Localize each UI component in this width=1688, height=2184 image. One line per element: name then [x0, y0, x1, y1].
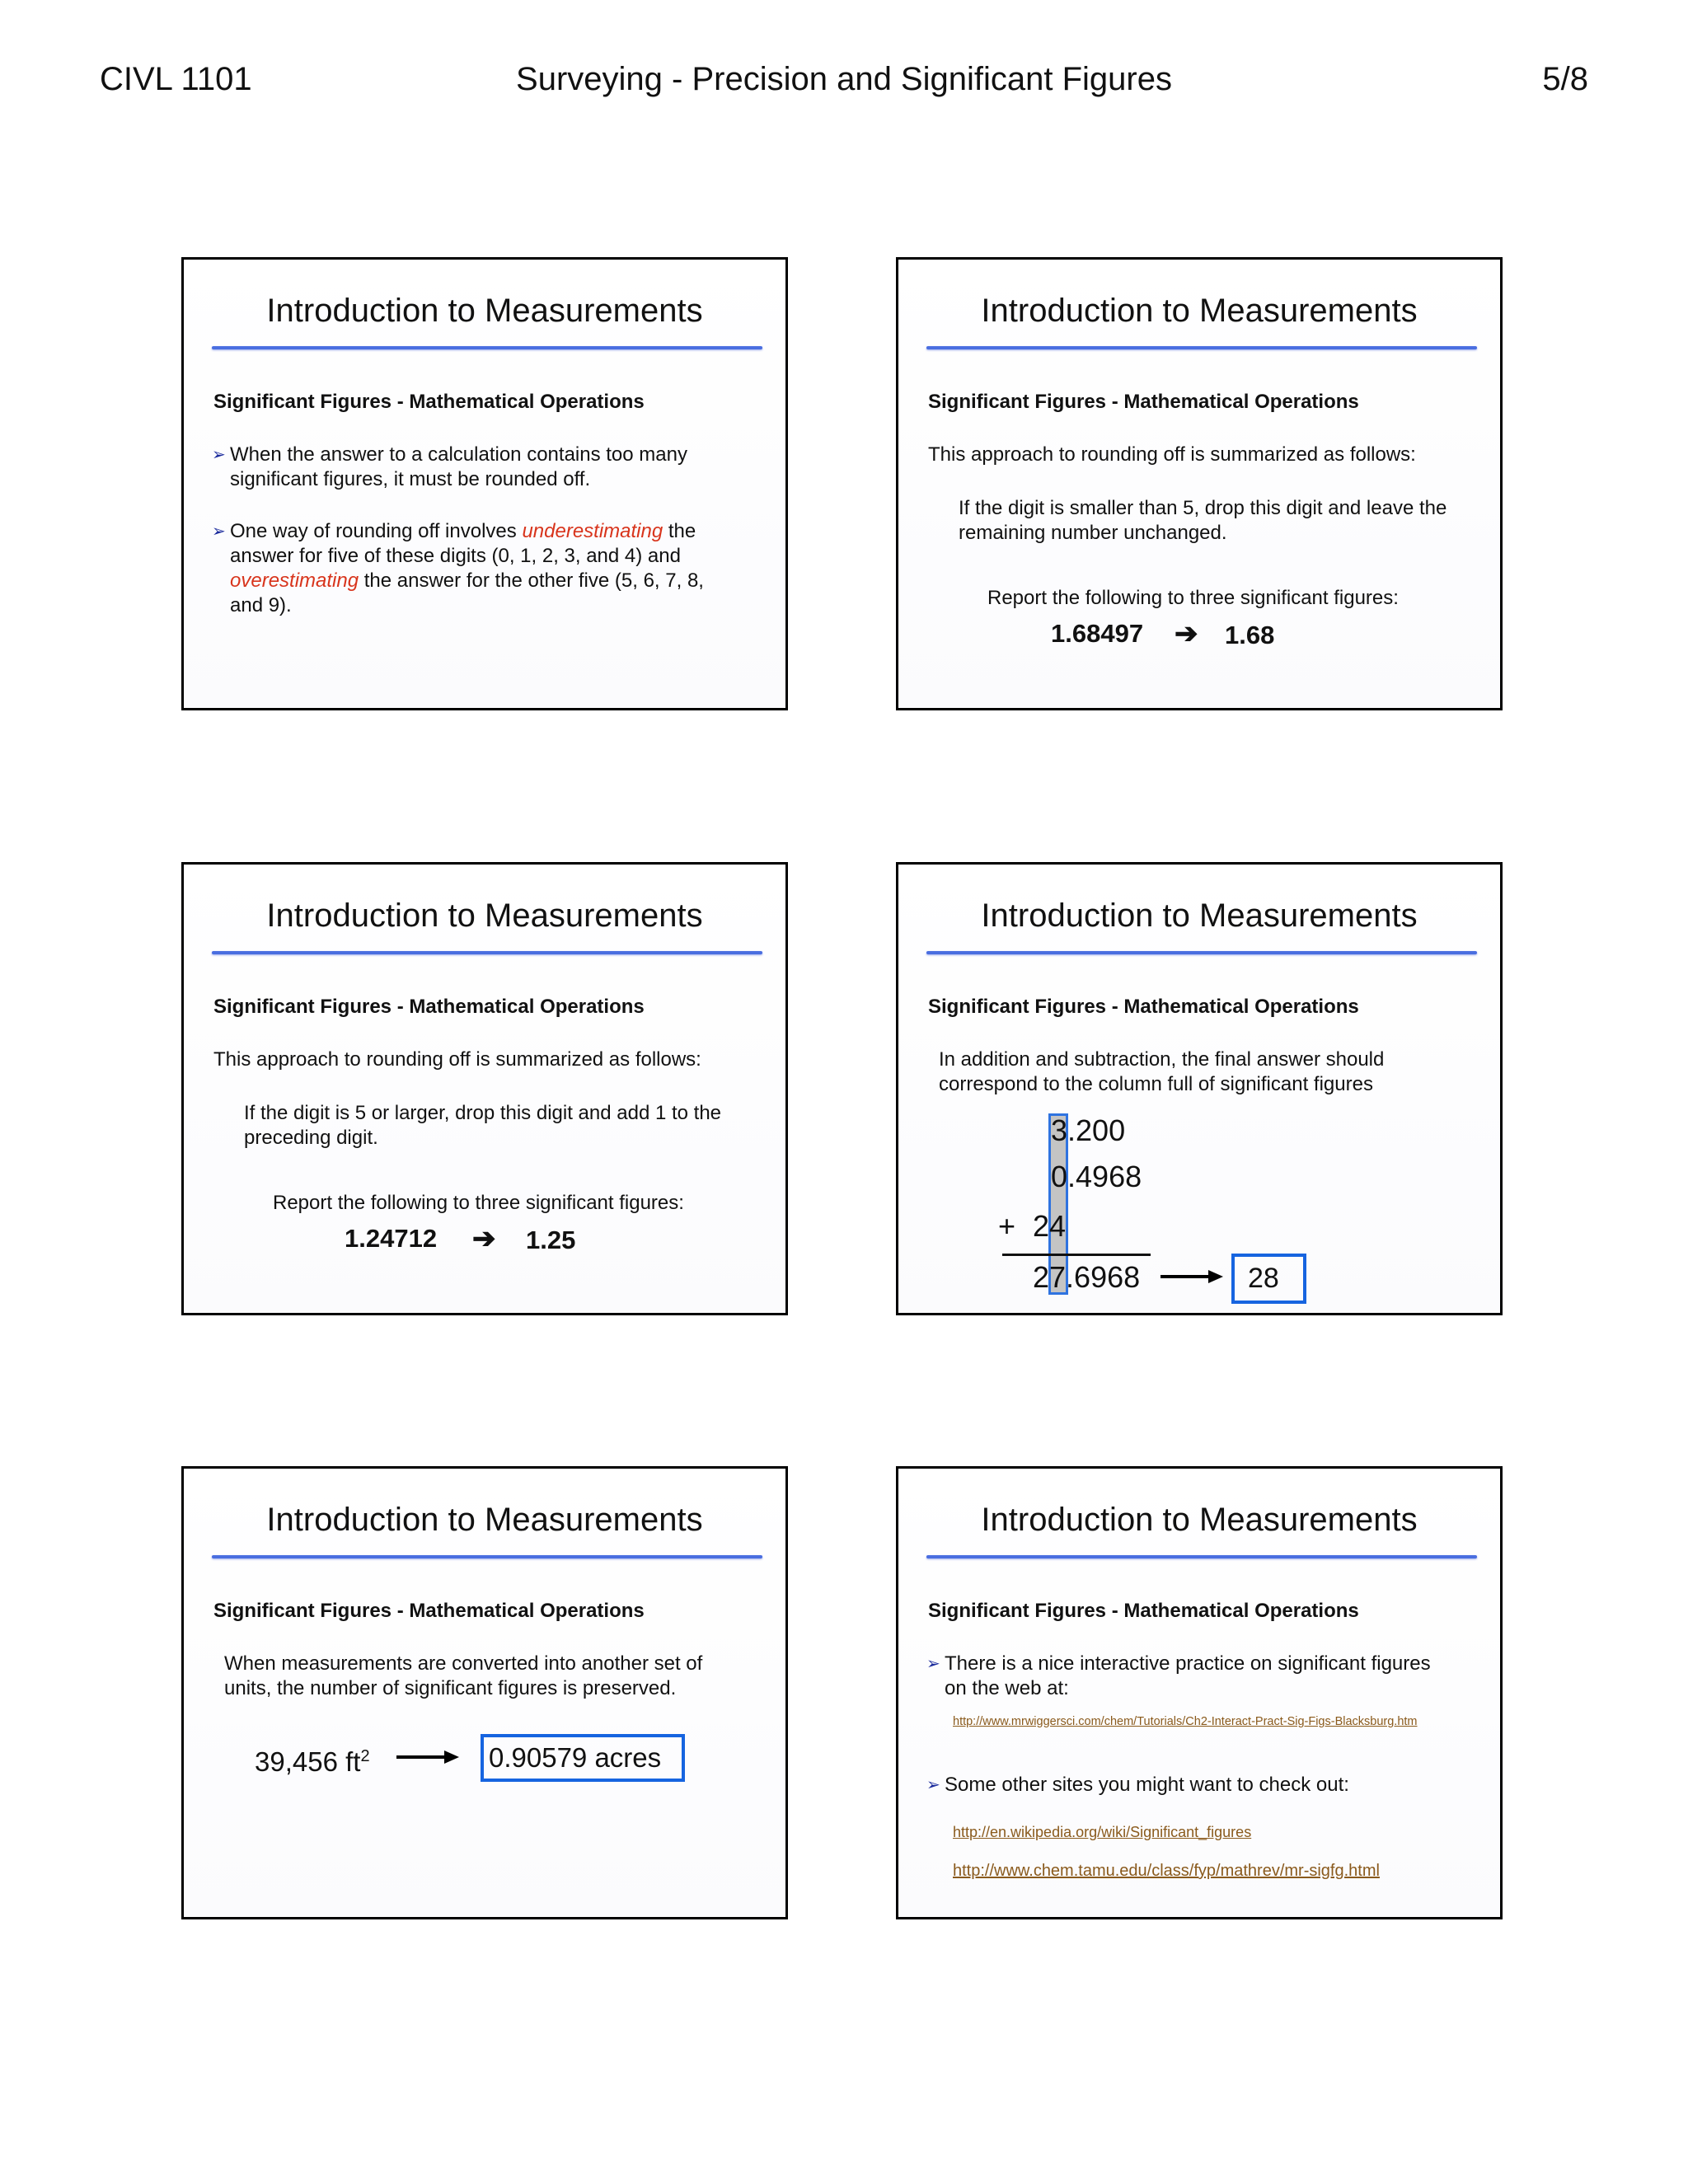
- slide-3: [181, 862, 788, 1315]
- right-arrow-icon: ➔: [472, 1223, 496, 1254]
- right-arrow-icon: [396, 1747, 459, 1767]
- intro-text: In addition and subtraction, the final answer should correspond to the column full of significant figures: [939, 1048, 1385, 1095]
- sum-line: [1002, 1254, 1151, 1256]
- title-underline: [926, 951, 1477, 954]
- original-number: 1.24712: [345, 1224, 438, 1253]
- slide-title: Introduction to Measurements: [266, 293, 703, 329]
- rounding-rule: If the digit is 5 or larger, drop this digit and add 1 to the preceding digit.: [244, 1102, 722, 1149]
- bullet-text: One way of rounding off involves underestimating the answer for five of these digits (0, 1, 2, 3, and 4) and overestimating the answer for the other five (5, 6, 7, 8, and 9).: [230, 520, 704, 616]
- bullet-text: When the answer to a calculation contains too many significant figures, it must be rounded off.: [230, 443, 687, 490]
- plus-sign: +: [998, 1209, 1016, 1243]
- title-underline: [212, 1555, 762, 1558]
- intro-text: This approach to rounding off is summarized as follows:: [213, 1048, 701, 1071]
- slide-6: [896, 1466, 1503, 1919]
- original-number: 1.68497: [1051, 619, 1144, 648]
- slide-4: [896, 862, 1503, 1315]
- slide-subtitle: Significant Figures - Mathematical Operations: [928, 1600, 1359, 1622]
- slide-5: [181, 1466, 788, 1919]
- prompt-text: Report the following to three significant figures:: [273, 1192, 684, 1214]
- link-sig-figs-practice[interactable]: http://www.mrwiggersci.com/chem/Tutorials/Ch2-Interact-Pract-Sig-Figs-Blacksburg.htm: [953, 1715, 1418, 1728]
- title-underline: [212, 346, 762, 349]
- slide-subtitle: Significant Figures - Mathematical Operations: [928, 996, 1359, 1018]
- slide-subtitle: Significant Figures - Mathematical Operations: [213, 1600, 645, 1622]
- intro-text: When measurements are converted into another set of units, the number of significant figures is preserved.: [224, 1652, 703, 1699]
- slide-subtitle: Significant Figures - Mathematical Operations: [213, 996, 645, 1018]
- right-arrow-icon: [1160, 1267, 1223, 1286]
- converted-measurement-box: 0.90579 acres: [481, 1734, 685, 1782]
- title-underline: [926, 1555, 1477, 1558]
- bullet-text: There is a nice interactive practice on significant figures on the web at:: [945, 1652, 1431, 1699]
- right-arrow-icon: ➔: [1175, 618, 1198, 649]
- course-code: CIVL 1101: [100, 61, 252, 97]
- slide-title: Introduction to Measurements: [981, 898, 1418, 934]
- slide-subtitle: Significant Figures - Mathematical Operations: [213, 391, 645, 413]
- addend-1: 3.200: [1051, 1113, 1126, 1147]
- slide-title: Introduction to Measurements: [981, 1502, 1418, 1538]
- slide-title: Introduction to Measurements: [266, 1502, 703, 1538]
- arrow-bullet-icon: ➢: [212, 446, 226, 464]
- rounding-rule: If the digit is smaller than 5, drop this digit and leave the remaining number unchanged.: [959, 497, 1447, 544]
- emphasis-underestimating: underestimating: [522, 520, 663, 542]
- document-title: Surveying - Precision and Significant Figures: [516, 61, 1172, 97]
- sum-value: 27.6968: [1033, 1260, 1141, 1294]
- link-wikipedia[interactable]: http://en.wikipedia.org/wiki/Significant_figures: [953, 1824, 1252, 1840]
- title-underline: [212, 951, 762, 954]
- original-measurement: 39,456 $ft^2$: [255, 1746, 370, 1777]
- result-box: 28: [1231, 1254, 1306, 1304]
- slide-title: Introduction to Measurements: [266, 898, 703, 934]
- arrow-bullet-icon: ➢: [926, 1776, 940, 1794]
- prompt-text: Report the following to three significant figures:: [987, 587, 1399, 609]
- arrow-bullet-icon: ➢: [212, 523, 226, 541]
- emphasis-overestimating: overestimating: [230, 569, 359, 592]
- arrow-bullet-icon: ➢: [926, 1655, 940, 1673]
- bullet-text: Some other sites you might want to check out:: [945, 1774, 1349, 1796]
- intro-text: This approach to rounding off is summarized as follows:: [928, 443, 1416, 466]
- addend-2: 0.4968: [1051, 1160, 1142, 1193]
- rounded-number: 1.25: [526, 1226, 576, 1254]
- slide-subtitle: Significant Figures - Mathematical Operations: [928, 391, 1359, 413]
- slide-1: [181, 257, 788, 710]
- link-chem-tamu[interactable]: http://www.chem.tamu.edu/class/fyp/mathrev/mr-sigfg.html: [953, 1862, 1380, 1880]
- slide-2: [896, 257, 1503, 710]
- page-number: 5/8: [1542, 61, 1588, 97]
- slide-title: Introduction to Measurements: [981, 293, 1418, 329]
- addend-3: 24: [1033, 1209, 1067, 1243]
- rounded-number: 1.68: [1225, 621, 1275, 649]
- title-underline: [926, 346, 1477, 349]
